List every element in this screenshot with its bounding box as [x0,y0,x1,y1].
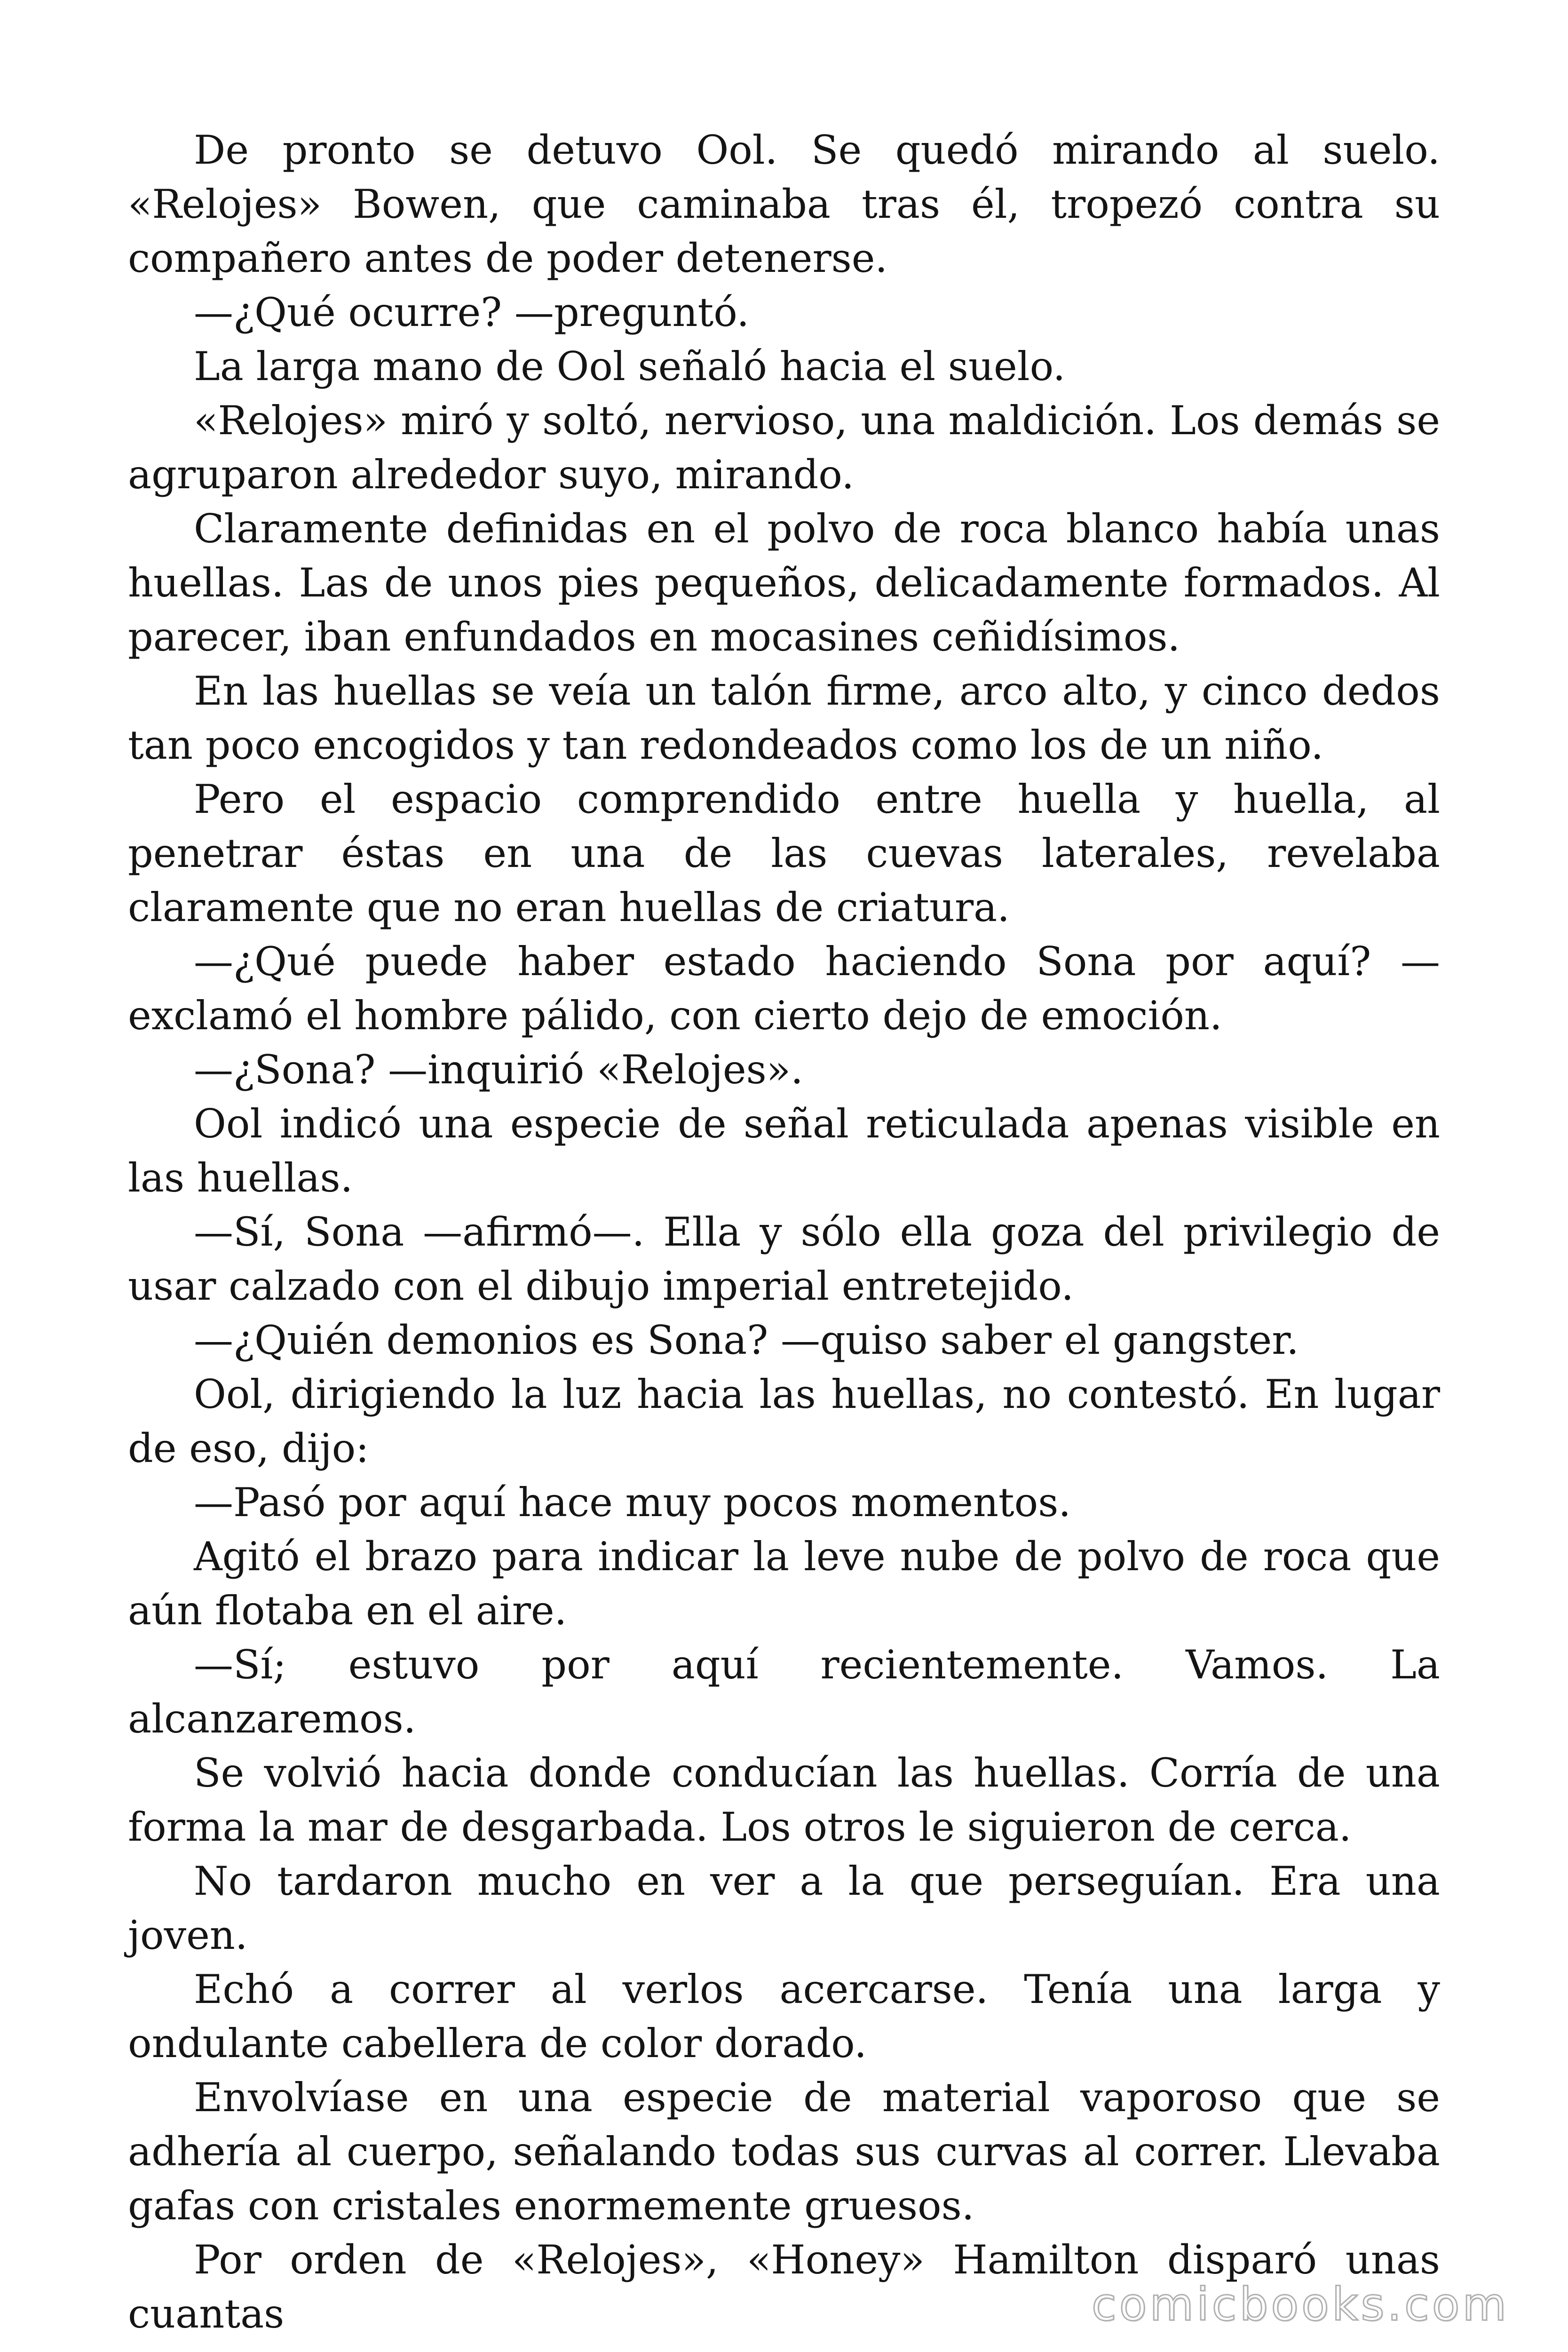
paragraph: —Pasó por aquí hace muy pocos momentos. [194,1479,1071,1526]
watermark: comicbooks.com [1091,2278,1509,2331]
paragraph: «Relojes» miró y soltó, nervioso, una maldición. Los demás se agruparon alrededor suyo, mirando. [128,397,1440,498]
paragraph: Envolvíase en una especie de material vaporoso que se adhería al cuerpo, señalando todas sus curvas al correr. Llevaba gafas con cristales enormemente gruesos. [128,2074,1440,2229]
paragraph: Claramente definidas en el polvo de roca blanco había unas huellas. Las de unos pies pequeños, delicadamente formados. Al parecer, iban enfundados en mocasines ceñidísimos. [128,506,1440,660]
paragraph: Por orden de «Relojes», «Honey» Hamilton disparó unas cuantas [128,2237,1440,2337]
paragraph: Se volvió hacia donde conducían las huellas. Corría de una forma la mar de desgarbada. Los otros le siguieron de cerca. [128,1750,1440,1850]
page-body [128,123,1440,2341]
paragraph: —Sí, Sona —afirmó—. Ella y sólo ella goza del privilegio de usar calzado con el dibujo imperial entretejido. [128,1209,1440,1309]
paragraph: Ool indicó una especie de señal reticulada apenas visible en las huellas. [128,1101,1440,1201]
paragraph: Echó a correr al verlos acercarse. Tenía una larga y ondulante cabellera de color dorado. [128,1966,1440,2066]
paragraph: Pero el espacio comprendido entre huella y huella, al penetrar éstas en una de las cuevas laterales, revelaba claramente que no eran huellas de criatura. [128,776,1440,930]
paragraph: En las huellas se veía un talón firme, arco alto, y cinco dedos tan poco encogidos y tan redondeados como los de un niño. [128,668,1440,768]
paragraph: La larga mano de Ool señaló hacia el suelo. [194,343,1066,389]
paragraph: —¿Qué puede haber estado haciendo Sona por aquí? —exclamó el hombre pálido, con cierto dejo de emoción. [128,938,1440,1039]
paragraph: —¿Sona? —inquirió «Relojes». [194,1047,803,1093]
paragraph: De pronto se detuvo Ool. Se quedó mirando al suelo. «Relojes» Bowen, que caminaba tras él, tropezó contra su compañero antes de poder detenerse. [128,127,1440,281]
paragraph: Ool, dirigiendo la luz hacia las huellas, no contestó. En lugar de eso, dijo: [128,1371,1440,1471]
paragraph: —Sí; estuvo por aquí recientemente. Vamos. La alcanzaremos. [128,1642,1440,1742]
paragraph: Agitó el brazo para indicar la leve nube de polvo de roca que aún flotaba en el aire. [128,1534,1440,1634]
paragraph: No tardaron mucho en ver a la que perseguían. Era una joven. [128,1858,1440,1958]
paragraph: —¿Qué ocurre? —preguntó. [194,289,750,335]
paragraph: —¿Quién demonios es Sona? —quiso saber el gangster. [194,1317,1299,1363]
